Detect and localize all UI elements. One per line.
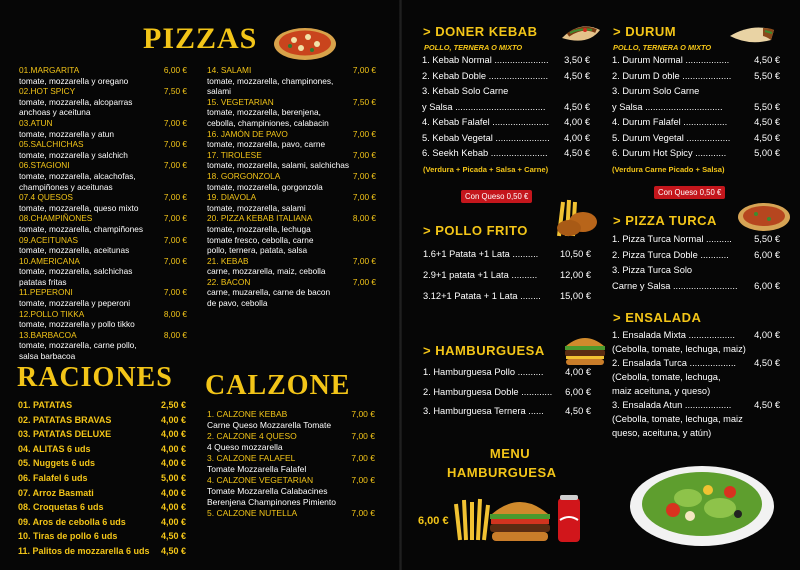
menu-item-name: Carne y Salsa ......................... (612, 280, 738, 291)
pizza-item-description: tomate, mozzarella y oregano (19, 75, 129, 86)
pizza-item-price: 7,00 € (163, 117, 187, 128)
pizza-item-price: 7,00 € (163, 192, 187, 203)
pizza-item-description: carne, muzarella, carne de bacon (207, 287, 331, 298)
pizza-list-right (207, 65, 376, 309)
menu-item-name: 3. Durum Solo Carne (612, 86, 700, 96)
pizza-item-description: tomate, mozzarella, champinones, (207, 75, 334, 86)
racion-price: 5,00 € (160, 472, 186, 483)
pizza-item-name: 07.4 QUESOS (19, 192, 73, 203)
menu-item (612, 356, 780, 370)
racion-name: 05. Nuggets 6 uds (18, 458, 96, 469)
raciones-list (18, 398, 186, 559)
pizza-item-name: 12.POLLO TIKKA (19, 308, 85, 319)
menu-item (612, 263, 780, 279)
racion-item (18, 486, 186, 501)
pizza-item-name: 19. DIAVOLA (207, 192, 257, 203)
menu-item (612, 84, 780, 100)
pizza-item-description: champiñones y aceitunas (19, 181, 113, 192)
racion-item (18, 442, 186, 457)
pizza-item-price: 7,00 € (163, 160, 187, 171)
menu-item-price: 4,50 € (754, 132, 780, 143)
menu-item-name: 1.6+1 Patata +1 Lata .......... (423, 249, 539, 259)
menu-item (612, 328, 780, 342)
pizza-item (207, 213, 376, 224)
pizza-item-description: tomate, mozzarella, alcoparras (19, 96, 133, 107)
racion-price: 4,00 € (160, 414, 186, 425)
calzone-item (207, 431, 375, 442)
menu-item-name: 1. Durum Normal ................. (612, 55, 730, 65)
calzone-item (207, 475, 375, 486)
pizza-item (19, 309, 187, 320)
racion-price: 4,00 € (160, 429, 186, 440)
calzone-description: Carne Queso Mozzarella Tomate (207, 420, 332, 430)
pizza-item-description: salsa barbacoa (19, 351, 76, 362)
racion-price: 4,00 € (160, 487, 186, 498)
menu-item (612, 232, 780, 248)
menu-item-name: 2.9+1 patata +1 Lata .......... (423, 270, 538, 280)
durum-list (612, 53, 780, 162)
pizza-item-price: 7,00 € (352, 192, 376, 203)
pollo-title: > POLLO FRITO (423, 223, 528, 238)
menu-item-price: 4,50 € (754, 55, 780, 65)
menu-item-name: 1. Ensalada Mixta .................. (612, 330, 735, 340)
doner-cheese-badge: Con Queso 0,50 € (461, 190, 532, 203)
menu-item-price: 10,50 € (559, 249, 591, 259)
pizza-item-price: 7,00 € (352, 255, 376, 266)
pizza-item-price: 8,00 € (352, 213, 376, 224)
pizza-item-description: tomate, mozzarella, carne pollo, (19, 340, 137, 351)
pizza-item-description: tomate, mozzarella, salami, salchichas (207, 160, 350, 171)
doner-title: > DONER KEBAB (423, 24, 538, 39)
menu-item (422, 53, 590, 69)
menu-item-price: 5,50 € (754, 234, 780, 244)
menu-item-price: 4,50 € (565, 406, 591, 416)
pizza-item-description: tomate, mozzarella, champiñones (19, 223, 144, 234)
menu-item-price: 4,50 € (564, 101, 590, 112)
menu-item-description: maiz aceituna, y queso) (612, 386, 711, 396)
pizza-item-price: 7,00 € (163, 213, 187, 224)
racion-price: 4,00 € (160, 458, 186, 469)
menu-item (612, 279, 780, 295)
pizza-item-description: tomate, mozzarella, berenjena, (207, 107, 321, 118)
pizza-turca-image (736, 199, 792, 233)
menu-item (423, 286, 591, 307)
pizza-item-description: tomate, mozzarella y salchich (19, 149, 128, 160)
pizza-item (19, 160, 187, 171)
pizza-item-description: salami (207, 86, 231, 97)
pizza-item-name: 21. KEBAB (207, 255, 249, 266)
menu-item-name: 1. Hamburguesa Pollo .......... (423, 367, 544, 377)
racion-name: 04. ALITAS 6 uds (18, 443, 91, 454)
menu-item-price: 4,00 € (564, 117, 590, 127)
raciones-title: RACIONES (17, 362, 173, 393)
menu-item-name: 2. Pizza Turca Doble ........... (612, 249, 729, 260)
pizza-item-price: 7,00 € (352, 65, 376, 75)
pizza-item-name: 16. JAMÓN DE PAVO (207, 128, 288, 139)
fries-image (452, 496, 492, 542)
pizza-item-description: carne, mozzarella, maiz, cebolla (207, 266, 326, 277)
menu-item (422, 131, 590, 147)
menu-item (612, 131, 780, 147)
pizza-item-description: anchoas y aceituna (19, 107, 91, 118)
racion-price: 4,00 € (160, 502, 186, 513)
racion-item (18, 427, 186, 442)
pizza-item-description: pollo, ternera, patata, salsa (207, 245, 308, 256)
pizza-item-description: tomate, mozzarella, gorgonzola (207, 181, 323, 192)
pizza-item-name: 20. PIZZA KEBAB ITALIANA (207, 213, 313, 224)
durum-subtitle: POLLO, TERNERA O MIXTO (613, 43, 712, 52)
menu-item (423, 383, 591, 403)
calzone-description: Tomate Mozzarella Calabacines (207, 486, 328, 496)
menu-item-name: 4. Durum Falafel ................. (612, 117, 728, 127)
menu-item-price: 4,50 € (564, 70, 590, 81)
calzone-name: 4. CALZONE VEGETARIAN (207, 475, 314, 485)
menu-item-price: 6,00 € (754, 249, 780, 260)
menu-burger-image (487, 492, 553, 546)
racion-item (18, 398, 186, 413)
pizza-item-price: 7,00 € (352, 276, 376, 287)
pizza-item-name: 05.SALCHICHAS (19, 139, 84, 150)
pizza-item-description: patatas fritas (19, 276, 67, 287)
cola-can-image (556, 494, 582, 544)
menu-item (422, 84, 590, 100)
menu-item-price: 6,00 € (754, 280, 780, 291)
pizzas-title: PIZZAS (143, 22, 258, 55)
racion-name: 03. PATATAS DELUXE (18, 429, 112, 440)
calzone-price: 7,00 € (351, 431, 375, 441)
pizza-item (207, 129, 376, 140)
menu-item (612, 398, 780, 412)
pizza-item-description: tomate, mozzarella y atun (19, 128, 114, 139)
menu-title-line2: HAMBURGUESA (447, 465, 557, 480)
calzone-description: 4 Queso mozzarella (207, 442, 283, 452)
menu-item-name: 3. Kebab Solo Carne (422, 86, 509, 96)
menu-item-price: 12,00 € (559, 270, 591, 280)
pizza-item (19, 213, 187, 224)
menu-item (422, 69, 590, 85)
calzone-price: 7,00 € (351, 508, 375, 518)
pizza-item-price: 8,00 € (163, 329, 187, 340)
calzone-name: 5. CALZONE NUTELLA (207, 508, 298, 518)
pizza-item-price: 7,50 € (163, 86, 187, 97)
pizza-item-description: tomate, mozzarella, pavo, carne (207, 139, 326, 150)
menu-item-price: 15,00 € (559, 291, 591, 301)
menu-item-name: 6. Durum Hot Spicy ............ (612, 148, 727, 158)
pizza-item-name: 10.AMERICANA (19, 255, 80, 266)
racion-name: 09. Aros de cebolla 6 uds (18, 516, 126, 527)
pizza-item-name: 01.MARGARITA (19, 65, 80, 75)
pizza-item-description: de pavo, cebolla (207, 298, 268, 309)
pizza-item (207, 65, 376, 76)
doner-note: (Verdura + Picada + Salsa + Carne) (423, 165, 549, 174)
pizza-item (19, 86, 187, 97)
menu-item-name: 3.12+1 Patata + 1 Lata ........ (423, 291, 541, 301)
fried-chicken-image (543, 196, 603, 240)
menu-item (422, 100, 590, 116)
pizza-item (19, 65, 187, 76)
pizza-item-price: 7,00 € (163, 139, 187, 150)
pizza-item (19, 192, 187, 203)
racion-name: 02. PATATAS BRAVAS (18, 414, 112, 425)
pizza-item (19, 287, 187, 298)
calzone-description: Tomate Mozzarella Falafel (207, 464, 307, 474)
pizza-item (207, 97, 376, 108)
calzone-item (207, 409, 375, 420)
pizza-item (19, 256, 187, 267)
racion-item (18, 529, 186, 544)
racion-item (18, 456, 186, 471)
pizza-item-description: tomate, mozzarella, lechuga (207, 223, 311, 234)
menu-item-price: 6,00 € (565, 386, 591, 397)
menu-item-description: queso, aceituna, y atún) (612, 428, 712, 438)
calzone-description: Berenjena Champinones Pimiento (207, 497, 336, 507)
ensalada-title: > ENSALADA (613, 310, 702, 325)
pizza-item-description: tomate, mozzarella, alcachofas, (19, 170, 136, 181)
racion-item (18, 413, 186, 428)
menu-item (612, 53, 780, 69)
calzone-name: 1. CALZONE KEBAB (207, 409, 288, 419)
menu-item-name: 1. Kebab Normal ..................... (422, 55, 549, 65)
menu-item-description: (Cebolla, tomate, lechuga, (612, 372, 721, 382)
hamburguesa-title: > HAMBURGUESA (423, 343, 545, 358)
menu-item-name: 3. Pizza Turca Solo (612, 265, 693, 275)
menu-item (612, 146, 780, 162)
menu-item-name: 1. Pizza Turca Normal .......... (612, 234, 732, 244)
racion-name: 08. Croquetas 6 uds (18, 502, 104, 513)
doner-subtitle: POLLO, TERNERA O MIXTO (424, 43, 523, 52)
menu-item-name: 2. Hamburguesa Doble ............ (423, 386, 553, 397)
calzone-price: 7,00 € (351, 409, 375, 419)
pizza-item-description: tomate, mozzarella, salami (207, 202, 306, 213)
pizza-item-description: tomate, mozzarella, salchichas (19, 266, 133, 277)
racion-price: 4,50 € (160, 545, 186, 556)
pizza-item-price: 6,00 € (163, 65, 187, 75)
calzone-price: 7,00 € (351, 475, 375, 485)
menu-item-price: 3,50 € (564, 55, 590, 65)
racion-item (18, 471, 186, 486)
pizza-item-price: 7,00 € (352, 149, 376, 160)
pizza-item-name: 17. TIROLESE (207, 149, 262, 160)
racion-price: 4,50 € (160, 531, 186, 542)
pizza-item-name: 11.PEPERONI (19, 287, 73, 298)
menu-item-price: 4,50 € (754, 117, 780, 127)
menu-item-price: 5,50 € (754, 70, 780, 81)
pizza-item-name: 02.HOT SPICY (19, 86, 76, 97)
menu-item-price: 4,00 € (754, 330, 780, 340)
menu-item-name: y Salsa .............................. (612, 101, 723, 112)
page-fold (399, 0, 402, 570)
menu-item (612, 248, 780, 264)
pizza-item-name: 15. VEGETARIAN (207, 96, 274, 107)
racion-price: 4,00 € (160, 516, 186, 527)
pizza-item-description: tomate, mozzarella y pollo tikko (19, 319, 135, 330)
pizza-item-name: 03.ATUN (19, 117, 53, 128)
hamburguesa-list (423, 363, 591, 422)
pizza-item-price: 7,00 € (163, 255, 187, 266)
menu-price: 6,00 € (418, 515, 449, 527)
doner-list (422, 53, 590, 162)
menu-item-price: 5,50 € (754, 101, 780, 112)
menu-item-name: 6. Seekh Kebab ...................... (422, 148, 548, 158)
calzone-title: CALZONE (205, 370, 351, 401)
calzone-name: 2. CALZONE 4 QUESO (207, 431, 297, 441)
pizza-item (207, 277, 376, 288)
menu-item-name: 3. Hamburguesa Ternera ...... (423, 406, 544, 416)
calzone-name: 3. CALZONE FALAFEL (207, 453, 296, 463)
menu-item-name: y Salsa ................................... (422, 101, 546, 112)
calzone-list (207, 409, 375, 519)
pizza-turca-title: > PIZZA TURCA (613, 213, 717, 228)
menu-item (422, 146, 590, 162)
menu-item-name: 2. Kebab Doble ....................... (422, 70, 549, 81)
racion-name: 06. Falafel 6 uds (18, 472, 88, 483)
pizza-item (19, 139, 187, 150)
pizza-item-description: tomate, mozzarella y peperoni (19, 298, 131, 309)
pizza-item (207, 192, 376, 203)
menu-item-price: 4,50 € (564, 148, 590, 158)
pizza-item-description: tomate, mozzarella, queso mixto (19, 202, 139, 213)
menu-item (422, 115, 590, 131)
pizza-item-price: 8,00 € (163, 308, 187, 319)
menu-item-name: 2. Ensalada Turca .................. (612, 358, 737, 368)
kebab-image (558, 16, 604, 48)
ensalada-list (612, 328, 780, 440)
menu-item-name: 3. Ensalada Atun .................. (612, 400, 732, 410)
menu-title-line1: MENU (489, 446, 531, 461)
pizza-item-price: 7,50 € (352, 96, 376, 107)
pizza-item-price: 7,00 € (352, 170, 376, 181)
menu-item (612, 100, 780, 116)
menu-item-name: 2. Durum D oble ................... (612, 70, 732, 81)
pizza-item-price: 7,00 € (352, 128, 376, 139)
pizza-item-name: 06.STAGIONI (19, 160, 70, 171)
calzone-price: 7,00 € (351, 453, 375, 463)
durum-image (727, 22, 777, 46)
pizza-turca-list (612, 232, 780, 294)
pizza-list-left (19, 65, 187, 362)
pizza-item-name: 13.BARBACOA (19, 329, 77, 340)
menu-item-name: 5. Kebab Vegetal ..................... (422, 132, 550, 143)
pizza-item (207, 171, 376, 182)
racion-item (18, 515, 186, 530)
pizza-item (19, 330, 187, 341)
racion-name: 01. PATATAS (18, 400, 73, 410)
calzone-item (207, 508, 375, 519)
durum-cheese-badge: Con Queso 0,50 € (654, 186, 725, 199)
menu-item (423, 244, 591, 265)
pizza-item (207, 150, 376, 161)
durum-note: (Verdura Carne Picado + Salsa) (612, 165, 725, 174)
menu-item (423, 265, 591, 286)
menu-item-price: 4,50 € (754, 358, 780, 368)
durum-title: > DURUM (613, 24, 677, 39)
menu-item-price: 4,00 € (564, 132, 590, 143)
pizza-item-description: tomate fresco, cebolla, carne (207, 234, 314, 245)
pizza-item (19, 118, 187, 129)
menu-item-description: (Cebolla, tomate, lechuga, maiz (612, 414, 743, 424)
pollo-list (423, 244, 591, 307)
pizza-item-name: 22. BACON (207, 276, 251, 287)
pizza-item-description: tomate, mozzarella, aceitunas (19, 245, 130, 256)
pizza-item-name: 18. GORGONZOLA (207, 170, 281, 181)
pizza-item-name: 09.ACEITUNAS (19, 234, 79, 245)
pizza-item-price: 7,00 € (163, 234, 187, 245)
pizza-item-name: 08.CHAMPIÑONES (19, 213, 93, 224)
pizza-image (272, 22, 338, 62)
menu-item-description: (Cebolla, tomate, lechuga, maiz) (612, 344, 746, 354)
menu-item (612, 69, 780, 85)
salad-image (628, 458, 776, 548)
pizza-item-price: 7,00 € (163, 287, 187, 298)
racion-price: 2,50 € (160, 400, 186, 410)
menu-item (612, 115, 780, 131)
menu-item-price: 4,50 € (754, 400, 780, 410)
menu-item-price: 4,00 € (565, 367, 591, 377)
racion-price: 4,00 € (160, 443, 186, 454)
menu-item-price: 5,00 € (754, 148, 780, 158)
racion-name: 07. Arroz Basmati (18, 487, 94, 498)
racion-item (18, 544, 186, 559)
racion-item (18, 500, 186, 515)
pizza-item-description: cebolla, champiniones, calabacin (207, 117, 329, 128)
pizza-item (19, 235, 187, 246)
pizza-item-name: 14. SALAMI (207, 65, 252, 75)
menu-item-name: 4. Kebab Falafel ...................... (422, 117, 550, 127)
menu-item (423, 402, 591, 422)
racion-name: 10. Tiras de pollo 6 uds (18, 531, 118, 542)
menu-item (423, 363, 591, 383)
racion-name: 11. Palitos de mozzarella 6 uds (18, 545, 150, 556)
menu-item-name: 5. Durum Vegetal ................. (612, 132, 731, 143)
pizza-item (207, 256, 376, 267)
calzone-item (207, 453, 375, 464)
